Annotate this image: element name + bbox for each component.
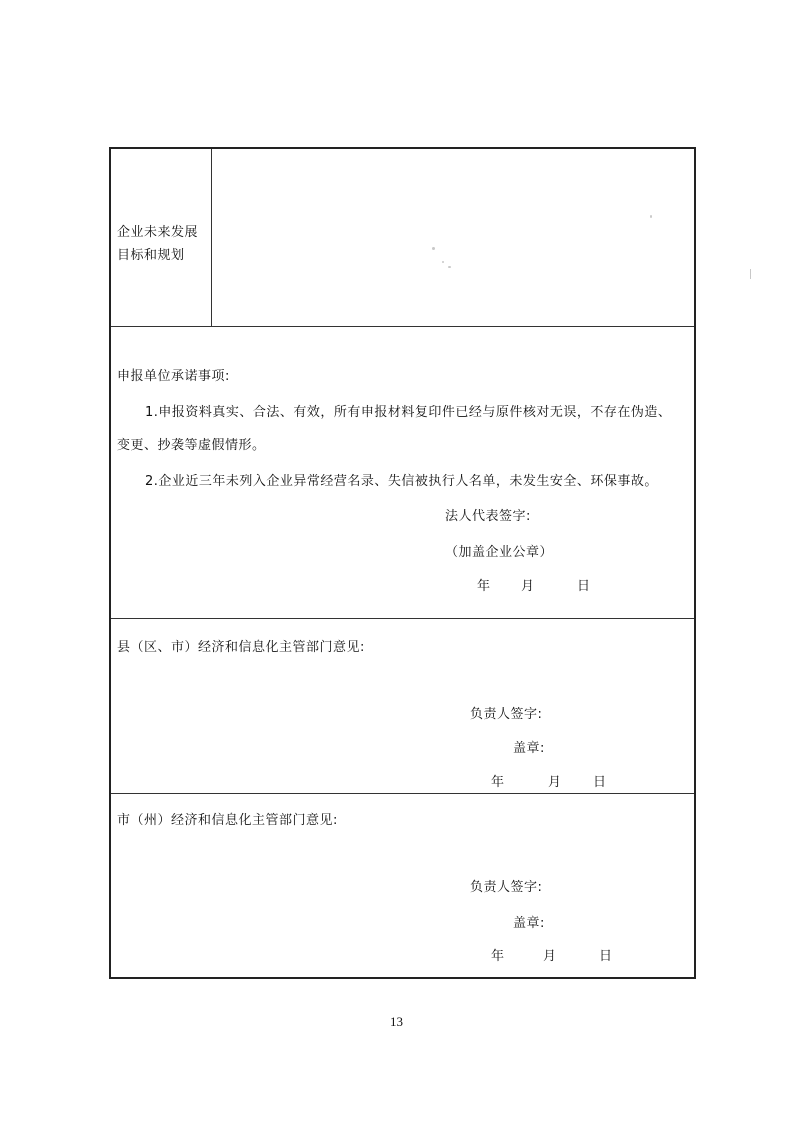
scan-speck [448, 266, 451, 268]
commitment-title: 申报单位承诺事项: [117, 369, 230, 384]
county-opinion-title: 县（区、市）经济和信息化主管部门意见: [117, 640, 365, 655]
date-year: 年 [477, 579, 491, 594]
date-month: 月 [521, 579, 535, 594]
section-development-plan [111, 149, 694, 327]
date-month: 月 [543, 949, 557, 964]
city-seal-label: 盖章: [513, 916, 545, 931]
development-plan-label-line2: 目标和规划 [117, 248, 185, 263]
scan-speck [650, 215, 652, 218]
scan-speck [442, 261, 444, 263]
application-form [109, 147, 696, 979]
commitment-item2: 2.企业近三年未列入企业异常经营名录、失信被执行人名单，未发生安全、环保事故。 [145, 474, 658, 489]
legal-rep-signature-label: 法人代表签字: [445, 509, 531, 524]
county-signature-label: 负责人签字: [470, 707, 543, 722]
date-year: 年 [491, 775, 505, 790]
commitment-item1-line1: 1.申报资料真实、合法、有效，所有申报材料复印件已经与原件核对无误，不存在伪造、 [145, 405, 672, 420]
date-day: 日 [577, 579, 591, 594]
section-county-opinion [111, 619, 694, 794]
section-city-opinion [111, 794, 694, 977]
scan-speck [432, 247, 435, 250]
city-signature-label: 负责人签字: [470, 880, 543, 895]
company-seal-label: （加盖企业公章） [445, 545, 554, 560]
page-number: 13 [390, 1014, 403, 1029]
scan-speck [750, 269, 751, 279]
development-plan-label-line1: 企业未来发展 [117, 225, 199, 240]
section-commitment [111, 327, 694, 619]
development-plan-content-area[interactable] [212, 149, 694, 326]
commitment-item1-line2: 变更、抄袭等虚假情形。 [117, 438, 266, 453]
city-opinion-title: 市（州）经济和信息化主管部门意见: [117, 813, 338, 828]
date-day: 日 [593, 775, 607, 790]
date-year: 年 [491, 949, 505, 964]
date-month: 月 [548, 775, 562, 790]
date-day: 日 [599, 949, 613, 964]
county-seal-label: 盖章: [513, 741, 545, 756]
development-plan-label-cell [111, 149, 212, 326]
